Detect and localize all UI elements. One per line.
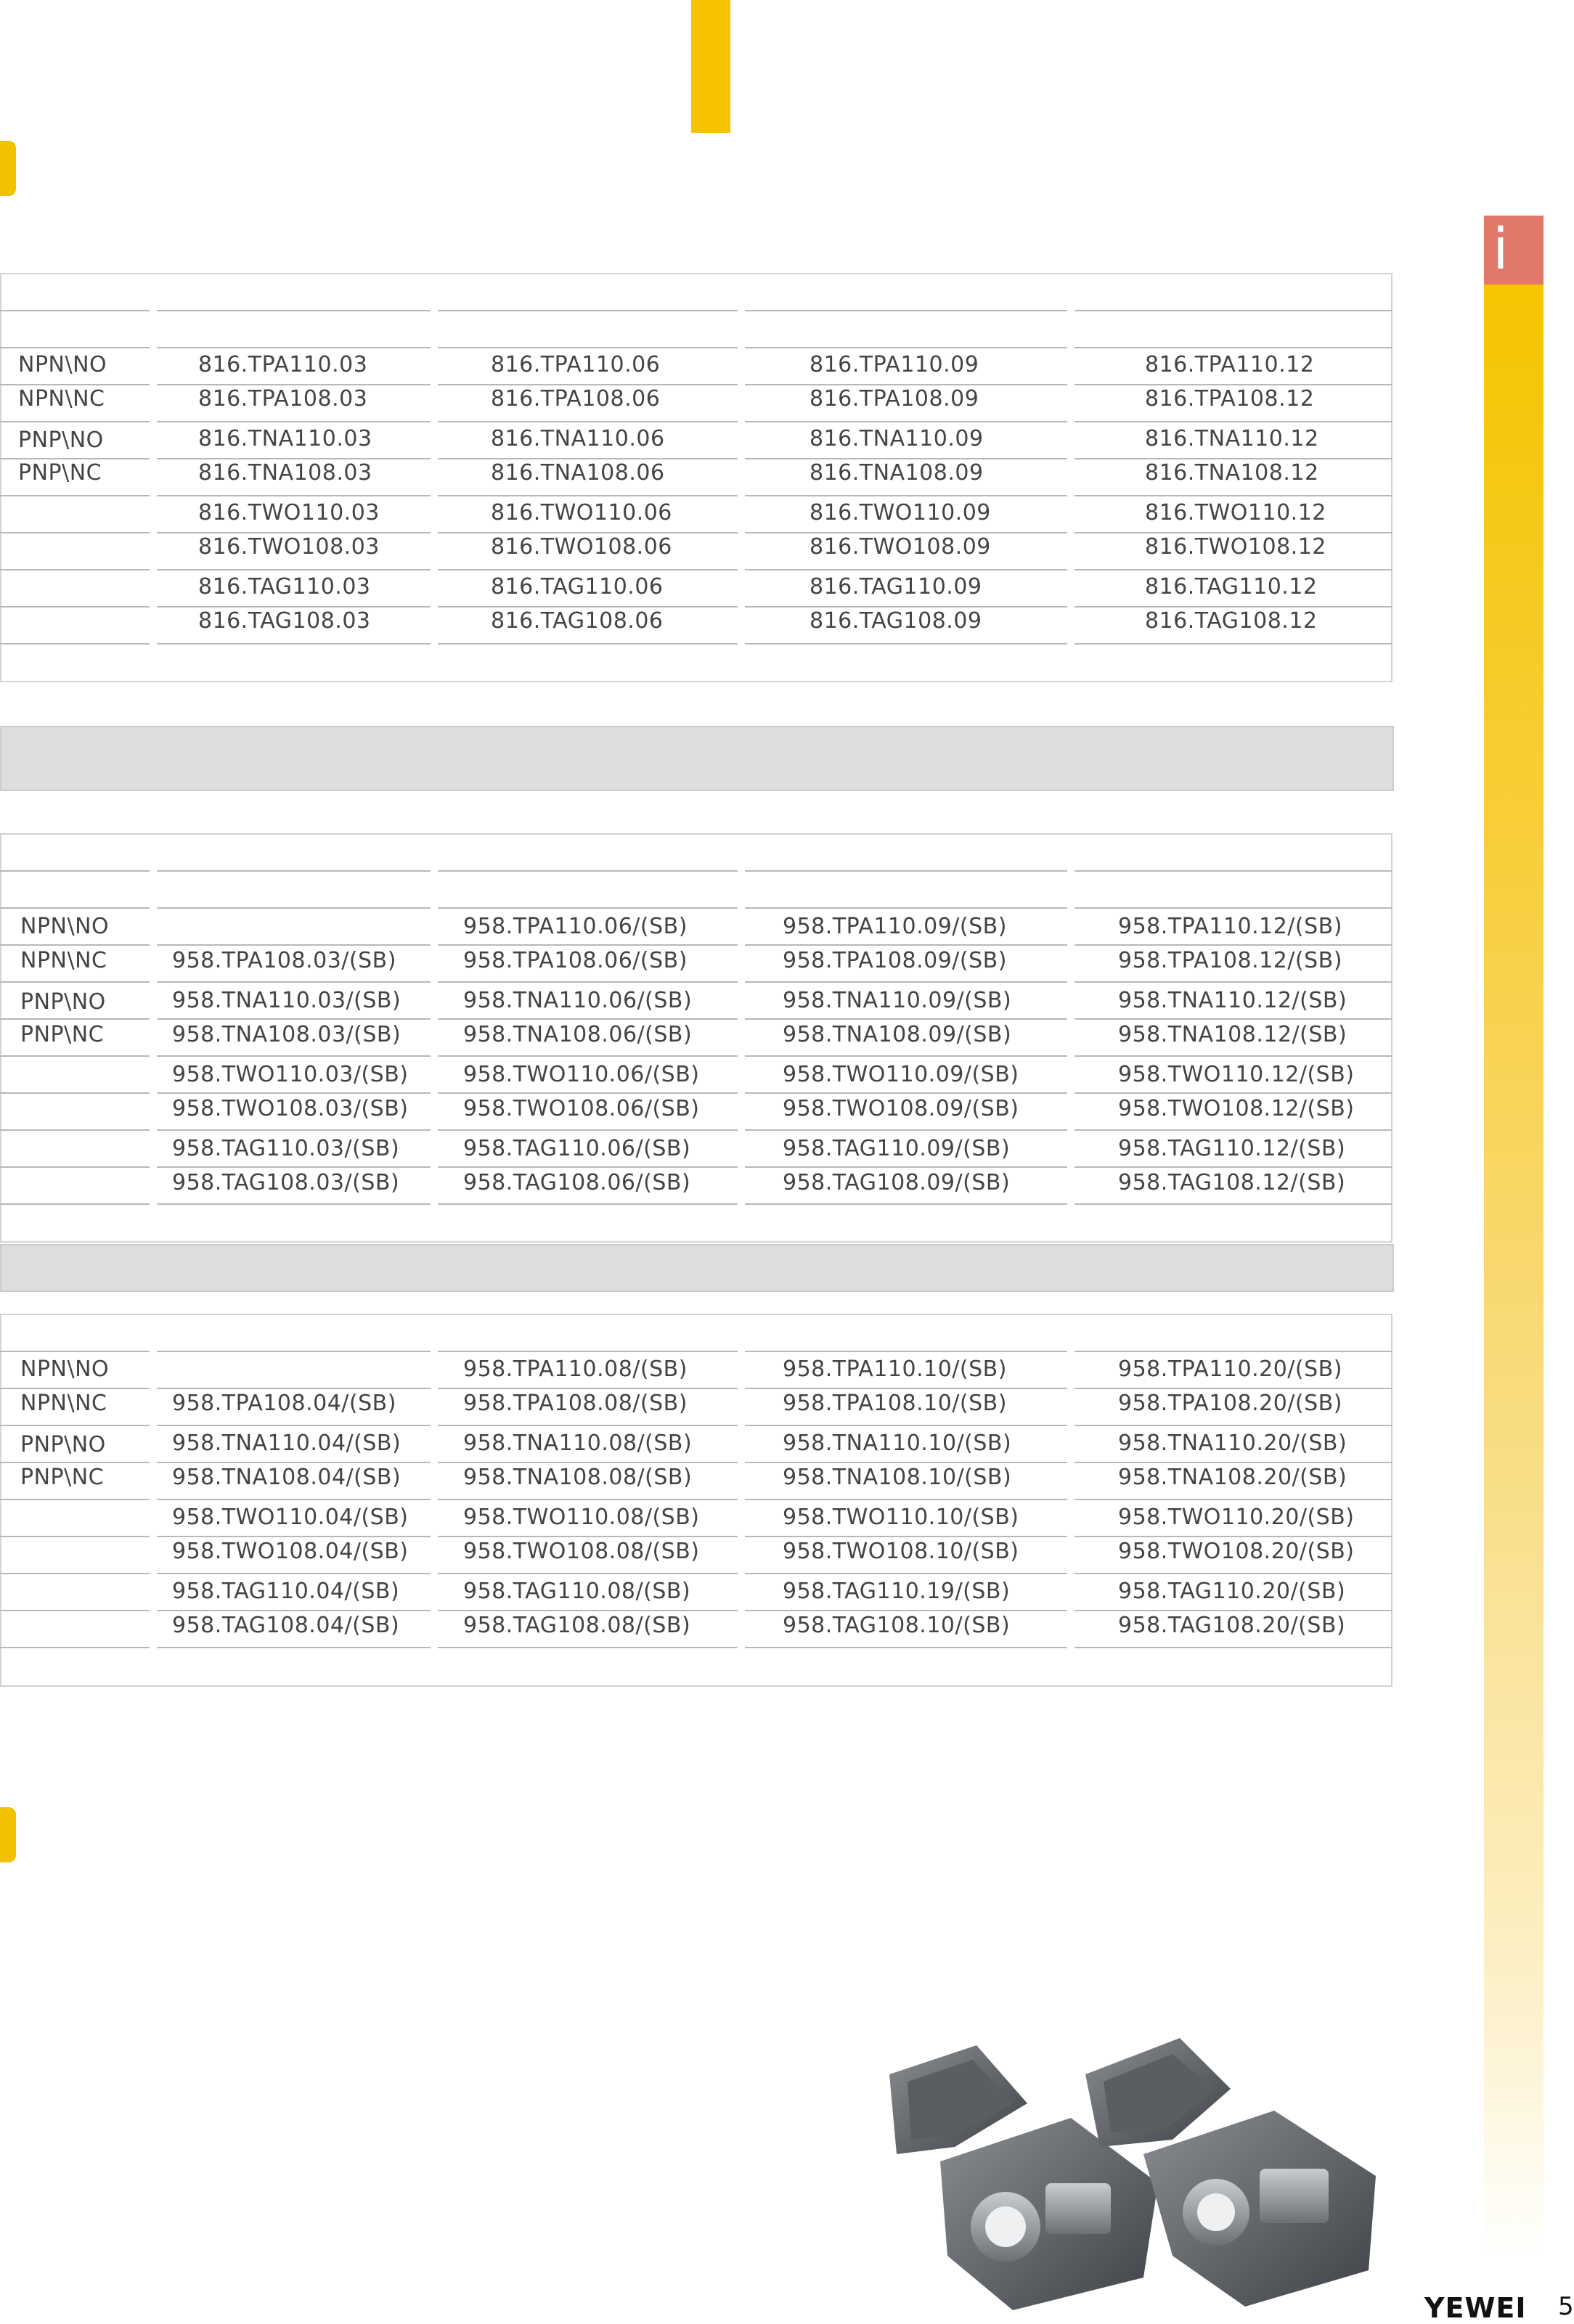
table-rule (438, 384, 738, 385)
part-number-cell: 958.TWO108.08/(SB) (463, 1539, 700, 1564)
table-rule (745, 1573, 1067, 1574)
table-rule (0, 1536, 150, 1537)
part-number-cell: 958.TPA110.12/(SB) (1118, 914, 1342, 939)
part-number-cell: 958.TNA108.12/(SB) (1118, 1022, 1347, 1047)
table-rule (438, 1388, 738, 1389)
table-rule (1075, 1499, 1392, 1500)
table-rule (745, 458, 1067, 459)
table-rule (1075, 643, 1392, 645)
part-number-cell: 816.TNA110.03 (198, 426, 372, 451)
table-rule (157, 1166, 431, 1168)
table-rule (157, 1425, 431, 1426)
row-label: NPN\NO (20, 1357, 110, 1382)
table-rule (1075, 1647, 1392, 1648)
table-rule (745, 495, 1067, 496)
table-rule (157, 1203, 431, 1205)
table-rule (157, 458, 431, 459)
part-number-cell: 958.TPA108.12/(SB) (1118, 948, 1342, 973)
table-rule (745, 1536, 1067, 1537)
part-number-cell: 958.TNA108.08/(SB) (463, 1465, 693, 1490)
part-number-cell: 958.TAG108.09/(SB) (783, 1170, 1011, 1195)
table-rule (1075, 1388, 1392, 1389)
table-rule (438, 1129, 738, 1131)
table-rule (0, 1425, 150, 1426)
table-rule (1075, 458, 1392, 459)
table-rule (157, 643, 431, 645)
part-number-cell: 958.TNA110.06/(SB) (463, 988, 693, 1013)
table-rule (745, 981, 1067, 983)
part-number-cell: 816.TWO108.12 (1145, 534, 1326, 560)
brand-logo: YEWEI (1424, 2292, 1527, 2324)
table-rule (1075, 1610, 1392, 1611)
table-rule (438, 1536, 738, 1537)
table-rule (1075, 907, 1392, 909)
part-number-cell: 958.TWO110.20/(SB) (1118, 1505, 1355, 1530)
table-rule (1075, 981, 1392, 983)
part-number-cell: 958.TNA110.08/(SB) (463, 1431, 693, 1456)
part-number-cell: 958.TNA108.03/(SB) (172, 1022, 401, 1047)
table-rule (0, 569, 150, 570)
part-number-cell: 958.TPA108.08/(SB) (463, 1391, 688, 1416)
table-rule (1075, 1462, 1392, 1463)
part-number-cell: 816.TWO108.03 (198, 534, 380, 560)
part-number-cell: 958.TAG110.03/(SB) (172, 1136, 400, 1161)
info-tab (1484, 216, 1544, 285)
part-number-cell: 958.TNA108.06/(SB) (463, 1022, 693, 1047)
part-number-cell: 958.TAG108.03/(SB) (172, 1170, 400, 1195)
table-rule (745, 1203, 1067, 1205)
part-number-cell: 816.TNA110.09 (810, 426, 984, 451)
table-rule (438, 1018, 738, 1020)
table-rule (438, 310, 738, 311)
part-number-cell: 958.TWO110.10/(SB) (783, 1505, 1019, 1530)
part-number-cell: 958.TAG108.08/(SB) (463, 1613, 691, 1638)
part-number-cell: 958.TPA110.10/(SB) (783, 1357, 1007, 1382)
table-rule (157, 532, 431, 533)
part-number-cell: 958.TAG110.09/(SB) (783, 1136, 1011, 1161)
table-rule (0, 458, 150, 459)
table-rule (438, 1166, 738, 1168)
table-rule (1075, 347, 1392, 348)
table-rule (745, 1129, 1067, 1131)
table-rule (157, 1647, 431, 1648)
part-number-cell: 816.TPA110.06 (491, 352, 661, 377)
table-rule (745, 907, 1067, 909)
part-number-cell: 816.TPA108.06 (491, 386, 661, 412)
table-rule (0, 1647, 150, 1648)
table-rule (745, 569, 1067, 570)
table-rule (157, 495, 431, 496)
table-rule (745, 384, 1067, 385)
table-rule (745, 1388, 1067, 1389)
table-rule (0, 907, 150, 909)
info-icon: i (1493, 217, 1509, 282)
part-number-cell: 958.TNA110.20/(SB) (1118, 1431, 1347, 1456)
table-rule (0, 1092, 150, 1094)
table-rule (1075, 569, 1392, 570)
table-rule (0, 1499, 150, 1500)
table-rule (438, 944, 738, 946)
part-number-cell: 958.TAG110.19/(SB) (783, 1579, 1011, 1604)
table-rule (0, 981, 150, 983)
part-number-cell: 958.TNA110.03/(SB) (172, 988, 401, 1013)
section-marker-top (0, 141, 16, 196)
table-rule (438, 1499, 738, 1500)
table-rule (0, 944, 150, 946)
table-rule (1075, 1351, 1392, 1352)
table-rule (1075, 1536, 1392, 1537)
part-number-cell: 816.TPA110.09 (810, 352, 979, 377)
table-rule (438, 1647, 738, 1648)
part-number-cell: 958.TAG110.12/(SB) (1118, 1136, 1346, 1161)
table-rule (745, 310, 1067, 311)
part-number-cell: 816.TPA110.12 (1145, 352, 1315, 377)
table-rule (0, 347, 150, 348)
switch-left-core (985, 2206, 1026, 2247)
section-divider-bar (0, 726, 1394, 791)
table-rule (0, 1129, 150, 1131)
part-number-cell: 816.TWO110.12 (1145, 500, 1326, 525)
part-number-cell: 958.TPA110.08/(SB) (463, 1357, 688, 1382)
table-rule (1075, 1018, 1392, 1020)
table-rule (157, 907, 431, 909)
table-rule (438, 907, 738, 909)
row-label: NPN\NO (18, 352, 107, 377)
table-rule (0, 1573, 150, 1574)
part-number-cell: 816.TAG108.12 (1145, 608, 1318, 634)
table-rule (157, 870, 431, 872)
row-label: PNP\NO (18, 427, 104, 453)
page-number: 5 (1558, 2292, 1574, 2321)
table-rule (438, 1425, 738, 1426)
table-rule (157, 1610, 431, 1611)
table-rule (745, 1018, 1067, 1020)
part-number-cell: 816.TAG108.06 (491, 608, 664, 634)
table-rule (0, 643, 150, 645)
table-rule (157, 1388, 431, 1389)
part-number-cell: 958.TAG110.08/(SB) (463, 1579, 691, 1604)
part-number-cell: 816.TAG110.12 (1145, 574, 1318, 600)
part-number-cell: 816.TPA108.12 (1145, 386, 1315, 412)
table-rule (157, 421, 431, 422)
part-number-cell: 958.TPA108.06/(SB) (463, 948, 688, 973)
row-label: NPN\NC (18, 386, 105, 412)
table-rule (745, 606, 1067, 607)
table-rule (157, 1055, 431, 1057)
table-rule (745, 347, 1067, 348)
table-rule (0, 384, 150, 385)
table-rule (438, 870, 738, 872)
table-rule (1075, 1129, 1392, 1131)
part-number-cell: 958.TNA108.20/(SB) (1118, 1465, 1347, 1490)
part-number-cell: 816.TAG110.06 (491, 574, 664, 600)
part-number-cell: 816.TPA108.09 (810, 386, 979, 412)
part-number-cell: 958.TPA110.09/(SB) (783, 914, 1007, 939)
table-rule (0, 1610, 150, 1611)
part-number-cell: 816.TAG108.03 (198, 608, 371, 634)
table-rule (438, 458, 738, 459)
section-divider-bar (0, 1244, 1394, 1292)
table-rule (438, 569, 738, 570)
table-rule (157, 347, 431, 348)
table-rule (0, 310, 150, 311)
table-rule (1075, 606, 1392, 607)
table-rule (438, 981, 738, 983)
table-rule (1075, 1203, 1392, 1205)
part-number-cell: 958.TNA108.10/(SB) (783, 1465, 1012, 1490)
part-number-cell: 958.TPA108.10/(SB) (783, 1391, 1007, 1416)
part-number-cell: 816.TNA108.09 (810, 460, 984, 486)
table-rule (0, 1203, 150, 1205)
part-number-cell: 958.TNA110.12/(SB) (1118, 988, 1347, 1013)
table-rule (157, 1462, 431, 1463)
table-rule (1075, 1425, 1392, 1426)
row-label: NPN\NO (20, 914, 110, 939)
part-number-cell: 958.TNA110.09/(SB) (783, 988, 1012, 1013)
part-number-cell: 958.TWO108.12/(SB) (1118, 1096, 1355, 1121)
table-rule (157, 1018, 431, 1020)
table-rule (1075, 532, 1392, 533)
part-number-cell: 958.TWO108.10/(SB) (783, 1539, 1019, 1564)
part-number-cell: 958.TNA110.04/(SB) (172, 1431, 401, 1456)
table-rule (157, 981, 431, 983)
part-number-cell: 958.TPA108.20/(SB) (1118, 1391, 1342, 1416)
table-rule (1075, 495, 1392, 496)
top-accent-bar (691, 0, 730, 133)
table-rule (1075, 870, 1392, 872)
table-rule (157, 1092, 431, 1094)
table-rule (745, 532, 1067, 533)
part-number-cell: 958.TWO110.09/(SB) (783, 1062, 1019, 1087)
table-rule (1075, 944, 1392, 946)
part-number-cell: 816.TAG108.09 (810, 608, 982, 634)
table-rule (438, 1610, 738, 1611)
part-number-cell: 816.TWO110.06 (491, 500, 672, 525)
part-number-cell: 816.TNA108.06 (491, 460, 665, 486)
part-number-cell: 958.TWO110.12/(SB) (1118, 1062, 1355, 1087)
part-number-cell: 816.TAG110.03 (198, 574, 371, 600)
part-number-cell: 958.TNA108.09/(SB) (783, 1022, 1012, 1047)
table-rule (157, 1536, 431, 1537)
part-number-cell: 958.TPA110.20/(SB) (1118, 1357, 1342, 1382)
part-number-cell: 958.TWO108.20/(SB) (1118, 1539, 1355, 1564)
table-rule (745, 1166, 1067, 1168)
row-label: PNP\NC (20, 1022, 105, 1047)
part-number-cell: 958.TWO110.04/(SB) (172, 1505, 409, 1530)
table-rule (745, 1647, 1067, 1648)
table-rule (0, 1166, 150, 1168)
table-rule (438, 1203, 738, 1205)
part-number-cell: 958.TWO108.03/(SB) (172, 1096, 409, 1121)
part-number-cell: 958.TAG108.20/(SB) (1118, 1613, 1346, 1638)
table-rule (157, 310, 431, 311)
table-rule (1075, 1092, 1392, 1094)
side-gradient-strip (1484, 285, 1544, 2260)
row-label: NPN\NC (20, 948, 107, 973)
part-number-cell: 958.TAG108.12/(SB) (1118, 1170, 1346, 1195)
part-number-cell: 958.TWO108.09/(SB) (783, 1096, 1019, 1121)
part-number-cell: 816.TWO108.06 (491, 534, 672, 560)
table-rule (157, 384, 431, 385)
table-rule (438, 1351, 738, 1352)
table-rule (157, 606, 431, 607)
table-rule (0, 606, 150, 607)
table-rule (157, 1351, 431, 1352)
table-rule (0, 1055, 150, 1057)
table-rule (745, 643, 1067, 645)
row-label: PNP\NC (20, 1465, 105, 1490)
table-rule (745, 1610, 1067, 1611)
part-number-cell: 958.TAG110.04/(SB) (172, 1579, 400, 1604)
table-rule (1075, 1055, 1392, 1057)
part-number-cell: 958.TAG108.04/(SB) (172, 1613, 400, 1638)
part-number-cell: 958.TWO110.06/(SB) (463, 1062, 700, 1087)
table-rule (157, 569, 431, 570)
part-number-cell: 958.TPA108.03/(SB) (172, 948, 396, 973)
table-rule (0, 1388, 150, 1389)
table-rule (745, 1499, 1067, 1500)
table-rule (438, 606, 738, 607)
table-rule (745, 1092, 1067, 1094)
part-number-cell: 816.TNA108.03 (198, 460, 372, 486)
row-label: PNP\NO (20, 1432, 106, 1457)
table-rule (438, 532, 738, 533)
part-number-cell: 958.TWO108.06/(SB) (463, 1096, 700, 1121)
part-number-cell: 816.TWO110.09 (810, 500, 991, 525)
switch-right-core (1197, 2193, 1235, 2231)
table-rule (1075, 310, 1392, 311)
row-label: NPN\NC (20, 1391, 107, 1416)
part-number-cell: 816.TNA110.12 (1145, 426, 1319, 451)
table-rule (1075, 384, 1392, 385)
part-number-cell: 958.TPA110.06/(SB) (463, 914, 688, 939)
table-rule (438, 347, 738, 348)
table-rule (0, 870, 150, 872)
section-marker-bottom (0, 1807, 16, 1862)
table-rule (1075, 1573, 1392, 1574)
part-number-cell: 958.TPA108.09/(SB) (783, 948, 1007, 973)
part-number-cell: 816.TNA110.06 (491, 426, 665, 451)
table-rule (745, 944, 1067, 946)
part-number-cell: 958.TPA108.04/(SB) (172, 1391, 396, 1416)
table-rule (0, 1018, 150, 1020)
part-number-cell: 958.TNA108.04/(SB) (172, 1465, 401, 1490)
table-rule (157, 1499, 431, 1500)
table-rule (438, 1092, 738, 1094)
table-rule (0, 1351, 150, 1352)
table-rule (0, 421, 150, 422)
table-rule (1075, 421, 1392, 422)
table-rule (745, 1462, 1067, 1463)
table-rule (157, 944, 431, 946)
cam-left (1045, 2183, 1111, 2234)
part-number-cell: 816.TAG110.09 (810, 574, 982, 600)
table-rule (745, 1425, 1067, 1426)
row-label: PNP\NC (18, 460, 102, 486)
part-number-cell: 958.TWO110.03/(SB) (172, 1062, 409, 1087)
row-label: PNP\NO (20, 989, 106, 1015)
part-number-cell: 958.TAG108.06/(SB) (463, 1170, 691, 1195)
table-rule (157, 1573, 431, 1574)
table-rule (1075, 1166, 1392, 1168)
table-rule (745, 870, 1067, 872)
part-number-cell: 958.TAG110.06/(SB) (463, 1136, 691, 1161)
table-rule (0, 1462, 150, 1463)
table-rule (438, 1462, 738, 1463)
table-rule (157, 1129, 431, 1131)
cam-right (1260, 2169, 1329, 2223)
part-number-cell: 816.TWO108.09 (810, 534, 991, 560)
table-rule (0, 532, 150, 533)
part-number-cell: 958.TAG110.20/(SB) (1118, 1579, 1346, 1604)
table-rule (745, 1351, 1067, 1352)
part-number-cell: 816.TPA108.03 (198, 386, 368, 412)
table-rule (438, 1573, 738, 1574)
table-rule (438, 1055, 738, 1057)
part-number-cell: 958.TWO110.08/(SB) (463, 1505, 700, 1530)
part-number-cell: 816.TNA108.12 (1145, 460, 1319, 486)
table-rule (745, 421, 1067, 422)
table-rule (0, 495, 150, 496)
part-number-cell: 816.TPA110.03 (198, 352, 368, 377)
table-rule (745, 1055, 1067, 1057)
table-rule (438, 495, 738, 496)
product-photo (868, 2038, 1398, 2314)
table-rule (438, 643, 738, 645)
part-number-cell: 958.TWO108.04/(SB) (172, 1539, 409, 1564)
part-number-cell: 816.TWO110.03 (198, 500, 380, 525)
table-rule (438, 421, 738, 422)
part-number-cell: 958.TAG108.10/(SB) (783, 1613, 1011, 1638)
part-number-cell: 958.TNA110.10/(SB) (783, 1431, 1012, 1456)
